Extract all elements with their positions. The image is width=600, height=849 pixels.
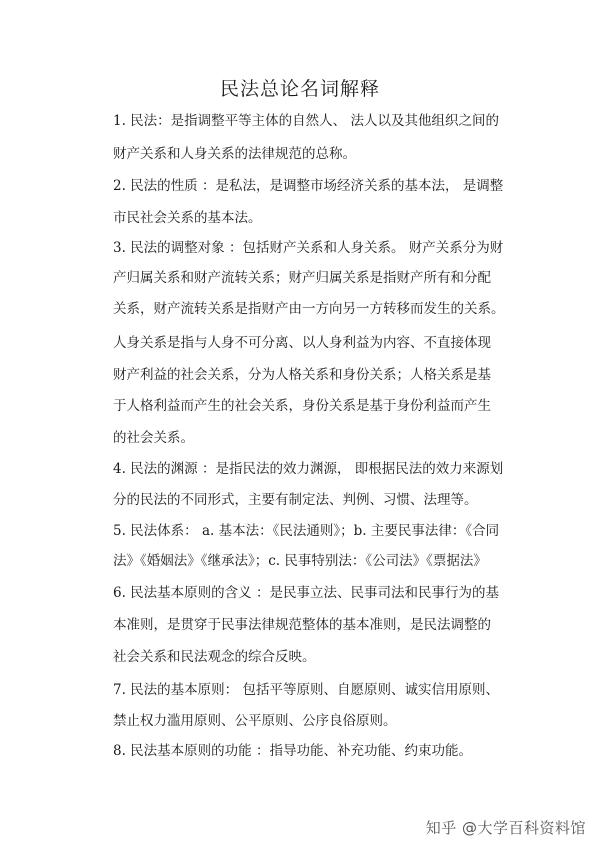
text-line: 人身关系是指与人身不可分离、以人身利益为内容、不直接体现 <box>113 335 491 351</box>
text-line: 禁止权力滥用原则、公平原则、公序良俗原则。 <box>113 713 397 729</box>
text-line: 财产关系和人身关系的法律规范的总称。 <box>113 146 356 162</box>
text-line: 3. 民法的调整对象 ：包括财产关系和人身关系。 财产关系分为财 <box>113 240 504 256</box>
text-line: 的社会关系。 <box>113 430 194 446</box>
text-line: 分的民法的不同形式，主要有制定法、判例、习惯、法理等。 <box>113 492 478 508</box>
document-title: 民法总论名词解释 <box>219 78 380 100</box>
text-line: 法》《婚姻法》《继承法》；c. 民事特别法：《公司法》《票据法》 <box>113 553 487 569</box>
text-line: 市民社会关系的基本法。 <box>113 210 262 226</box>
text-line: 5. 民法体系： a. 基本法：《民法通则》；b. 主要民事法律：《合同 <box>113 523 500 539</box>
text-line: 关系，财产流转关系是指财产由一方向另一方转移而发生的关系。 <box>113 301 505 317</box>
text-line: 社会关系和民法观念的综合反映。 <box>113 649 316 665</box>
text-line: 产归属关系和财产流转关系；财产归属关系是指财产所有和分配 <box>113 270 491 286</box>
text-line: 本准则，是贯穿于民事法律规范整体的基本准则，是民法调整的 <box>113 617 491 633</box>
text-line: 6. 民法基本原则的含义 ：是民事立法、民事司法和民事行为的基 <box>113 585 499 601</box>
text-line: 2. 民法的性质 ：是私法，是调整市场经济关系的基本法， 是调整 <box>113 178 504 194</box>
text-line: 7. 民法的基本原则： 包括平等原则、自愿原则、诚实信用原则、 <box>113 682 499 698</box>
text-line: 于人格利益而产生的社会关系，身份关系是基于身份利益而产生 <box>113 398 491 414</box>
text-line: 1. 民法：是指调整平等主体的自然人、 法人以及其他组织之间的 <box>113 113 499 129</box>
watermark-text: 知乎 @大学百科资料馆 <box>425 819 586 837</box>
text-line: 财产利益的社会关系，分为人格关系和身份关系；人格关系是基 <box>113 367 491 383</box>
text-line: 8. 民法基本原则的功能 ：指导功能、补充功能、约束功能。 <box>113 743 472 759</box>
text-line: 4. 民法的渊源 ：是指民法的效力渊源， 即根据民法的效力来源划 <box>113 461 504 477</box>
